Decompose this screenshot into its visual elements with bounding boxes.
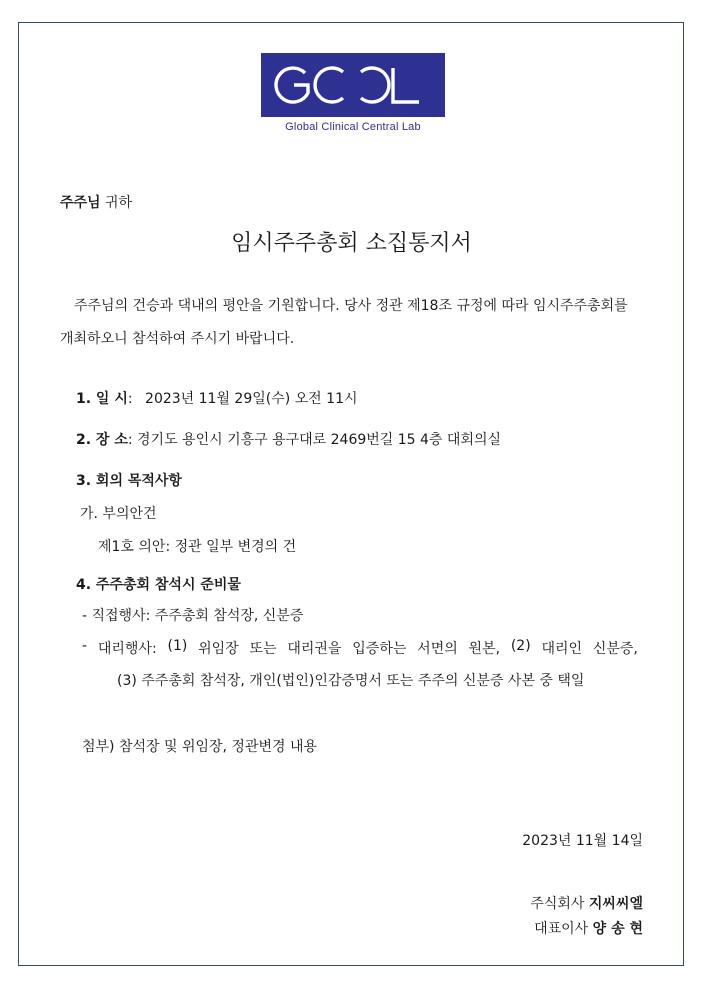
place-sep: : [127, 432, 133, 448]
proxy-word: (1) [167, 638, 188, 654]
prep-proxy-line1 [82, 638, 638, 658]
signature-ceo [534, 918, 643, 938]
salutation-honorific: 귀하 [105, 195, 133, 211]
place-value: 경기도 용인시 기흥구 용구대로 2469번길 15 4층 대회의실 [137, 432, 502, 448]
attachment-note: 첨부) 참석장 및 위임장, 정관변경 내용 [82, 739, 318, 755]
proxy-word: 대리인 [541, 641, 583, 657]
salutation [60, 192, 132, 212]
ceo-prefix: 대표이사 [534, 921, 589, 937]
agenda-entry: 제1호 의안: 정관 일부 변경의 건 [98, 539, 297, 555]
item-datetime [76, 388, 358, 408]
proxy-word: 입증하는 [352, 641, 407, 657]
datetime-sep: : [127, 391, 133, 407]
company-name: 지씨씨엘 [588, 896, 643, 912]
proxy-word: 대리행사: [97, 641, 157, 657]
prep-direct: - 직접행사: 주주총회 참석장, 신분증 [82, 608, 304, 624]
datetime-value: 2023년 11월 29일(수) 오전 11시 [145, 391, 358, 407]
agenda-label: 3. 회의 목적사항 [76, 473, 182, 489]
salutation-addressee: 주주님 [60, 195, 101, 211]
agenda-subheading: 가. 부의안건 [80, 506, 157, 522]
page-title: 임시주주총회 소집통지서 [231, 231, 472, 256]
intro-paragraph: 주주님의 건승과 댁내의 평안을 기원합니다. 당사 정관 제18조 규정에 따라 임시주주총회를 개최하오니 참석하여 주시기 바랍니다. [60, 298, 628, 347]
gcol-logo-mark [261, 53, 445, 117]
prep-label: 4. 주주총회 참석시 준비물 [76, 577, 241, 593]
proxy-word: (2) [510, 638, 531, 654]
place-label: 2. 장 소 [76, 432, 128, 448]
proxy-word: 신분증, [592, 641, 638, 657]
company-logo [261, 53, 445, 117]
document-frame [18, 22, 684, 966]
prep-proxy-line2: (3) 주주총회 참석장, 개인(법인)인감증명서 또는 주주의 신분증 사본 중 택일 [117, 673, 585, 689]
proxy-word: 위임장 [198, 641, 239, 657]
signature-company [530, 893, 643, 913]
proxy-word: 대리권을 [287, 641, 342, 657]
document-date: 2023년 11월 14일 [522, 833, 643, 849]
datetime-label: 1. 일 시 [76, 391, 128, 407]
company-prefix: 주식회사 [530, 896, 585, 912]
proxy-word: - [82, 638, 88, 654]
logo-subtitle: Global Clinical Central Lab [285, 121, 421, 133]
proxy-word: 서면의 [417, 641, 458, 657]
proxy-word: 원본, [468, 641, 501, 657]
item-place [76, 429, 501, 449]
proxy-word: 또는 [249, 641, 277, 657]
ceo-name: 양 송 현 [592, 921, 643, 937]
